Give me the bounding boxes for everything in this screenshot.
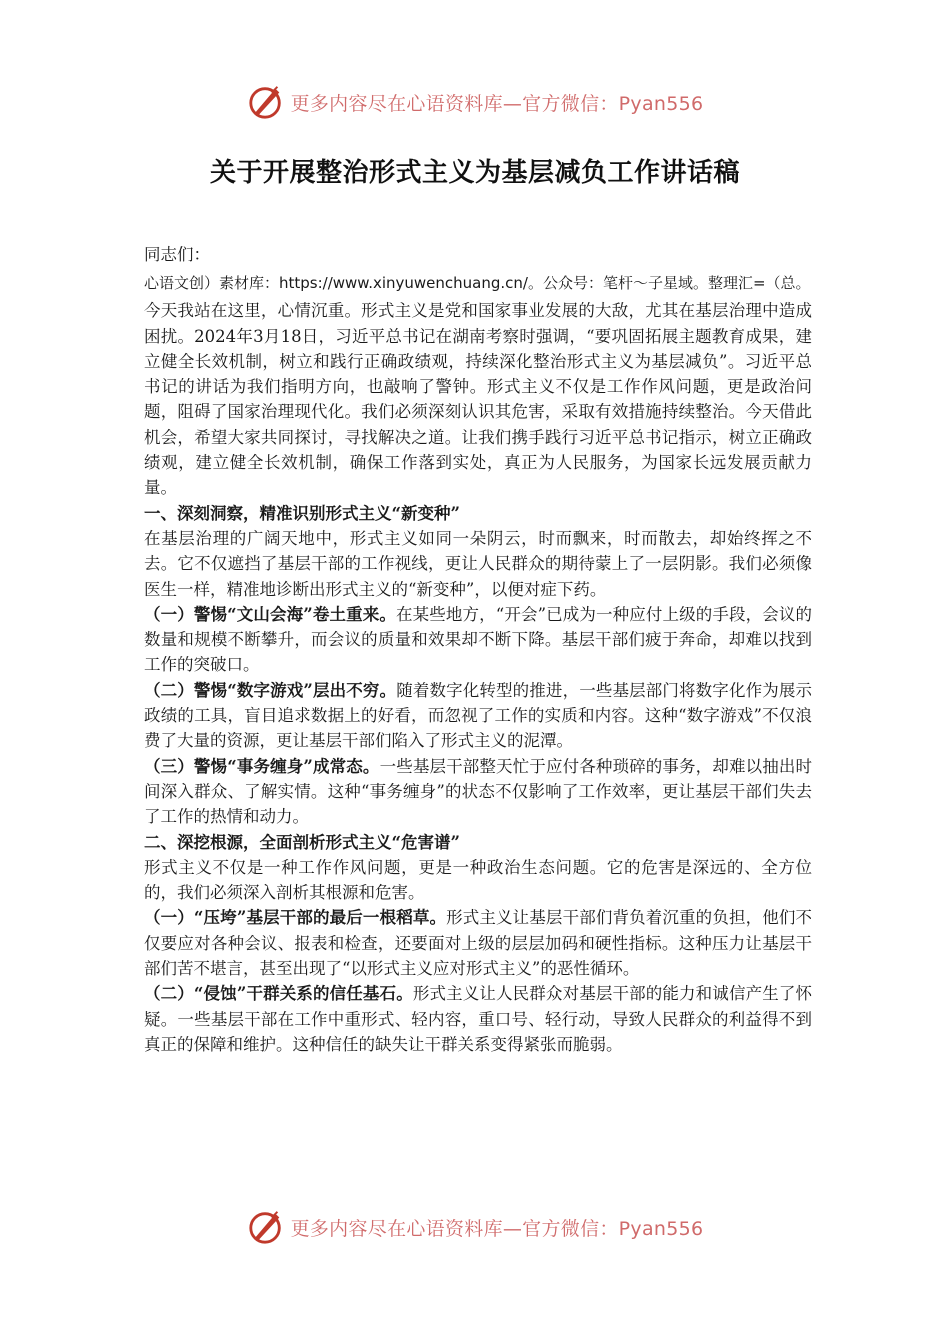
quill-pen-logo-icon bbox=[247, 1208, 285, 1246]
item-lead: （二）“侵蚀”干群关系的信任基石。 bbox=[144, 984, 413, 1004]
section-2-body: 形式主义不仅是一种工作作风问题，更是一种政治生态问题。它的危害是深远的、全方位的，我们必须深入剖析其根源和危害。 bbox=[144, 857, 812, 903]
section-2-item bbox=[144, 905, 812, 981]
item-text: 一些基层干部整天忙于应付各种琐碎的事务，却难以抽出时间深入群众、了解实情。这种“事务缠身”的状态不仅影响了工作效率，更让基层干部们失去了工作的热情和动力。 bbox=[144, 756, 813, 827]
item-text: 在某些地方，“开会”已成为一种应付上级的手段，会议的数量和规模不断攀升，而会议的质量和效果却不断下降。基层干部们疲于奔命，却难以找到工作的突破口。 bbox=[144, 604, 813, 675]
item-lead: （三）警惕“事务缠身”成常态。 bbox=[144, 756, 380, 776]
section-1-item bbox=[144, 754, 812, 830]
quill-pen-logo-icon bbox=[247, 83, 285, 121]
document-body bbox=[144, 242, 812, 1057]
intro-paragraph: 今天我站在这里，心情沉重。形式主义是党和国家事业发展的大敌，尤其在基层治理中造成困扰。2024年3月18日，习近平总书记在湖南考察时强调，“要巩固拓展主题教育成果，建立健全长效机制，树立和践行正确政绩观，持续深化整治形式主义为基层减负”。习近平总书记的讲话为我们指明方向，也敲响了警钟。形式主义不仅是工作作风问题，更是政治问题，阻碍了国家治理现代化。我们必须深刻认识其危害，采取有效措施持续整治。今天借此机会，希望大家共同探讨，寻找解决之道。让我们携手践行习近平总书记指示，树立正确政绩观，建立健全长效机制，确保工作落到实处，真正为人民服务，为国家长远发展贡献力量。 bbox=[144, 301, 812, 498]
source-note: 心语文创）素材库：https://www.xinyuwenchuang.cn/。公众号：笔杆～子星域。整理汇=（总。 bbox=[144, 274, 811, 293]
banner-text: 更多内容尽在心语资料库—官方微信：Pyan556 bbox=[290, 1217, 704, 1240]
item-lead: （一）“压垮”基层干部的最后一根稻草。 bbox=[144, 908, 447, 928]
item-text: 形式主义让人民群众对基层干部的能力和诚信产生了怀疑。一些基层干部在工作中重形式、轻内容，重口号、轻行动，导致人民群众的利益得不到真正的保障和维护。这种信任的缺失让干群关系变得紧张而脆弱。 bbox=[144, 984, 812, 1054]
document-title: 关于开展整治形式主义为基层减负工作讲话稿 bbox=[209, 158, 740, 188]
item-text: 随着数字化转型的推进，一些基层部门将数字化作为展示政绩的工具，盲目追求数据上的好看，而忽视了工作的实质和内容。这种“数字游戏”不仅浪费了大量的资源，更让基层干部们陷入了形式主义的泥潭。 bbox=[144, 680, 812, 751]
banner-text: 更多内容尽在心语资料库—官方微信：Pyan556 bbox=[290, 92, 704, 115]
section-1-item bbox=[144, 602, 812, 678]
item-lead: （二）警惕“数字游戏”层出不穷。 bbox=[144, 680, 397, 700]
footer-banner bbox=[0, 1207, 950, 1247]
section-1-heading: 一、深刻洞察，精准识别形式主义“新变种” bbox=[144, 503, 460, 523]
section-2-item bbox=[144, 981, 812, 1057]
header-banner bbox=[0, 82, 950, 122]
section-1-item bbox=[144, 678, 812, 754]
item-text: 形式主义让基层干部们背负着沉重的负担，他们不仅要应对各种会议、报表和检查，还要面对上级的层层加码和硬性指标。这种压力让基层干部们苦不堪言，甚至出现了“以形式主义应对形式主义”的恶性循环。 bbox=[144, 908, 813, 979]
section-1-body: 在基层治理的广阔天地中，形式主义如同一朵阴云，时而飘来，时而散去，却始终挥之不去。它不仅遮挡了基层干部的工作视线，更让人民群众的期待蒙上了一层阴影。我们必须像医生一样，精准地诊断出形式主义的“新变种”，以便对症下药。 bbox=[144, 528, 812, 599]
greeting: 同志们： bbox=[144, 245, 210, 264]
section-2-heading: 二、深挖根源，全面剖析形式主义“危害谱” bbox=[144, 832, 460, 852]
item-lead: （一）警惕“文山会海”卷土重来。 bbox=[144, 604, 396, 624]
